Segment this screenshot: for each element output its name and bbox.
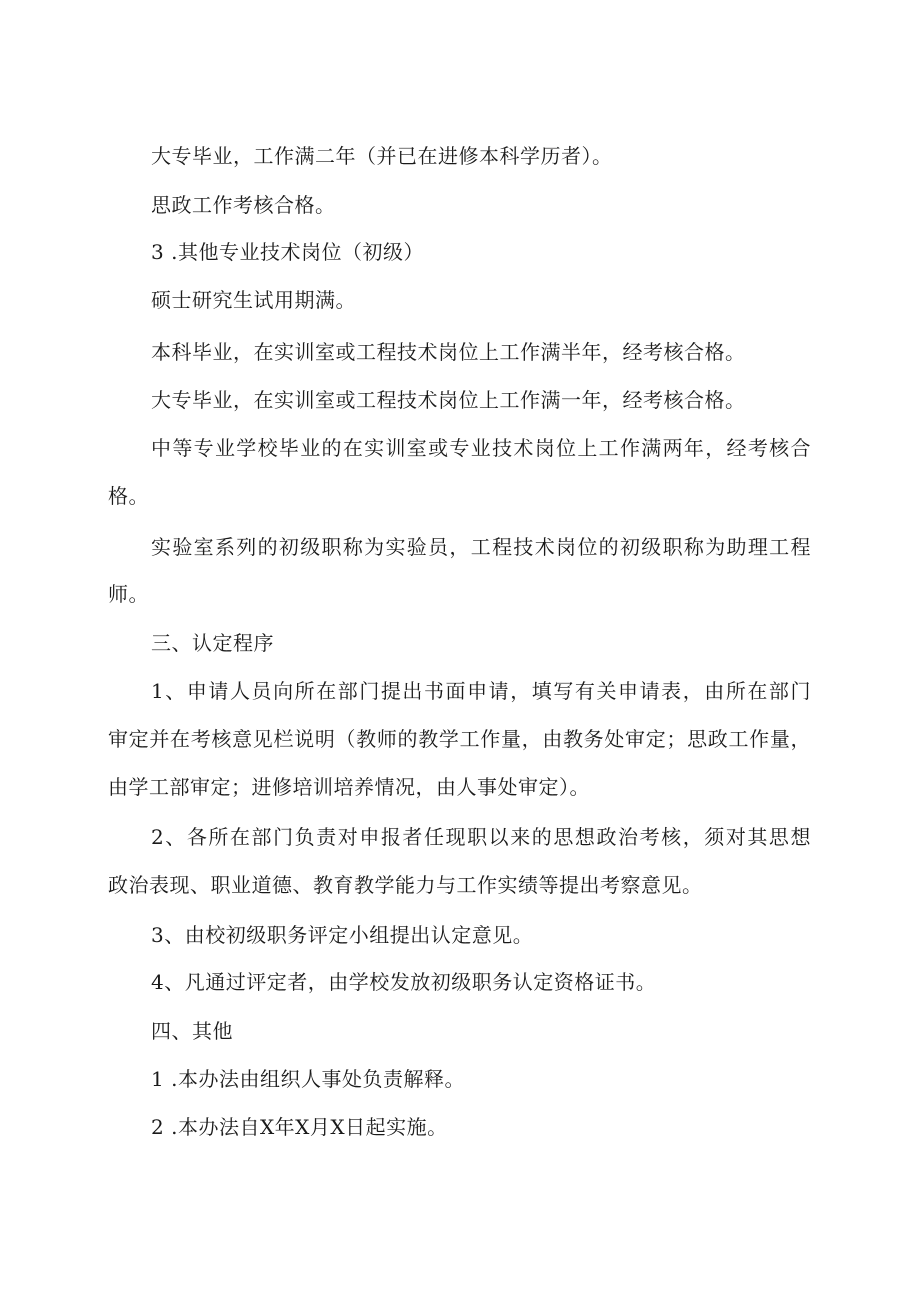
paragraph-line: 由学工部审定；进修培训培养情况，由人事处审定）。	[108, 775, 590, 799]
paragraph-line: 本科毕业，在实训室或工程技术岗位上工作满半年，经考核合格。	[151, 340, 746, 364]
paragraph-line: 4、凡通过评定者，由学校发放初级职务认定资格证书。	[151, 970, 657, 994]
paragraph-line: 3、由校初级职务评定小组提出认定意见。	[151, 923, 534, 947]
paragraph-line: 硕士研究生试用期满。	[151, 288, 356, 312]
section-heading: 四、其他	[151, 1019, 233, 1043]
paragraph-line: 中等专业学校毕业的在实训室或专业技术岗位上工作满两年，经考核合	[151, 436, 811, 460]
paragraph-line: 大专毕业，工作满二年（并已在进修本科学历者）。	[151, 144, 613, 168]
paragraph-line: 2、各所在部门负责对申报者任现职以来的思想政治考核，须对其思想	[151, 825, 811, 849]
paragraph-line: 大专毕业，在实训室或工程技术岗位上工作满一年，经考核合格。	[151, 388, 746, 412]
paragraph-line: 师。	[108, 582, 149, 606]
paragraph-line: 思政工作考核合格。	[151, 193, 336, 217]
section-heading: 三、认定程序	[151, 631, 274, 655]
paragraph-line: 实验室系列的初级职称为实验员，工程技术岗位的初级职称为助理工程	[151, 535, 811, 559]
paragraph-line: 2 .本办法自X年X月X日起实施。	[151, 1115, 448, 1139]
section-heading: 3 .其他专业技术岗位（初级）	[151, 240, 424, 264]
paragraph-line: 政治表现、职业道德、教育教学能力与工作实绩等提出考察意见。	[108, 873, 703, 897]
paragraph-line: 审定并在考核意见栏说明（教师的教学工作量，由教务处审定；思政工作量，	[108, 727, 811, 751]
paragraph-line: 1 .本办法由组织人事处负责解释。	[151, 1067, 465, 1091]
paragraph-line: 1、申请人员向所在部门提出书面申请，填写有关申请表，由所在部门	[151, 679, 811, 703]
paragraph-line: 格。	[108, 484, 149, 508]
